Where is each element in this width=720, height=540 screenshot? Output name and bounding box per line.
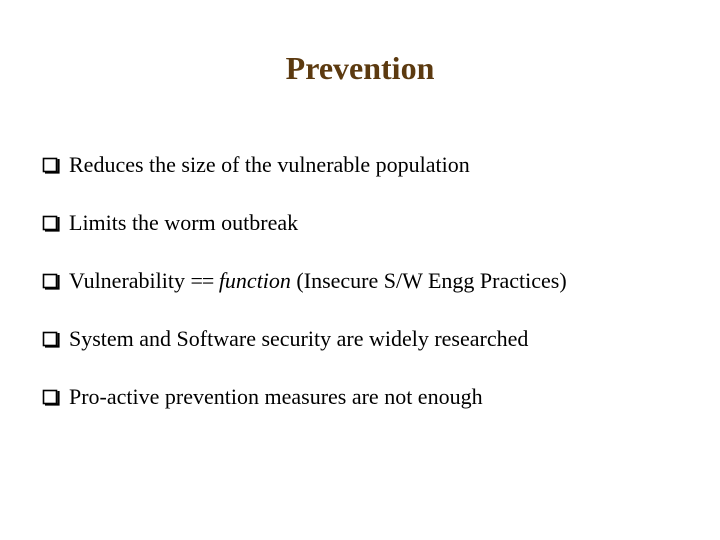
equality-operator: == [190, 268, 214, 293]
bullet-text: Pro-active prevention measures are not enough [69, 384, 483, 409]
bullet-item [42, 208, 567, 238]
bullet-text: Reduces the size of the vulnerable population [69, 152, 470, 177]
function-word: function [218, 268, 291, 293]
bullet-item [42, 266, 567, 296]
slide-title: Prevention [285, 50, 435, 86]
hollow-square-checkbox-icon [42, 330, 60, 348]
bullet-text-suffix: (Insecure S/W Engg Practices) [290, 268, 567, 293]
bullet-text-prefix: Vulnerability [69, 268, 191, 293]
bullet-list [42, 150, 567, 440]
bullet-text: System and Software security are widely researched [69, 326, 529, 351]
hollow-square-checkbox-icon [42, 272, 60, 290]
bullet-item [42, 382, 567, 412]
bullet-item [42, 324, 567, 354]
hollow-square-checkbox-icon [42, 388, 60, 406]
bullet-text: Limits the worm outbreak [69, 210, 299, 235]
hollow-square-checkbox-icon [42, 214, 60, 232]
bullet-item [42, 150, 567, 180]
hollow-square-checkbox-icon [42, 156, 60, 174]
